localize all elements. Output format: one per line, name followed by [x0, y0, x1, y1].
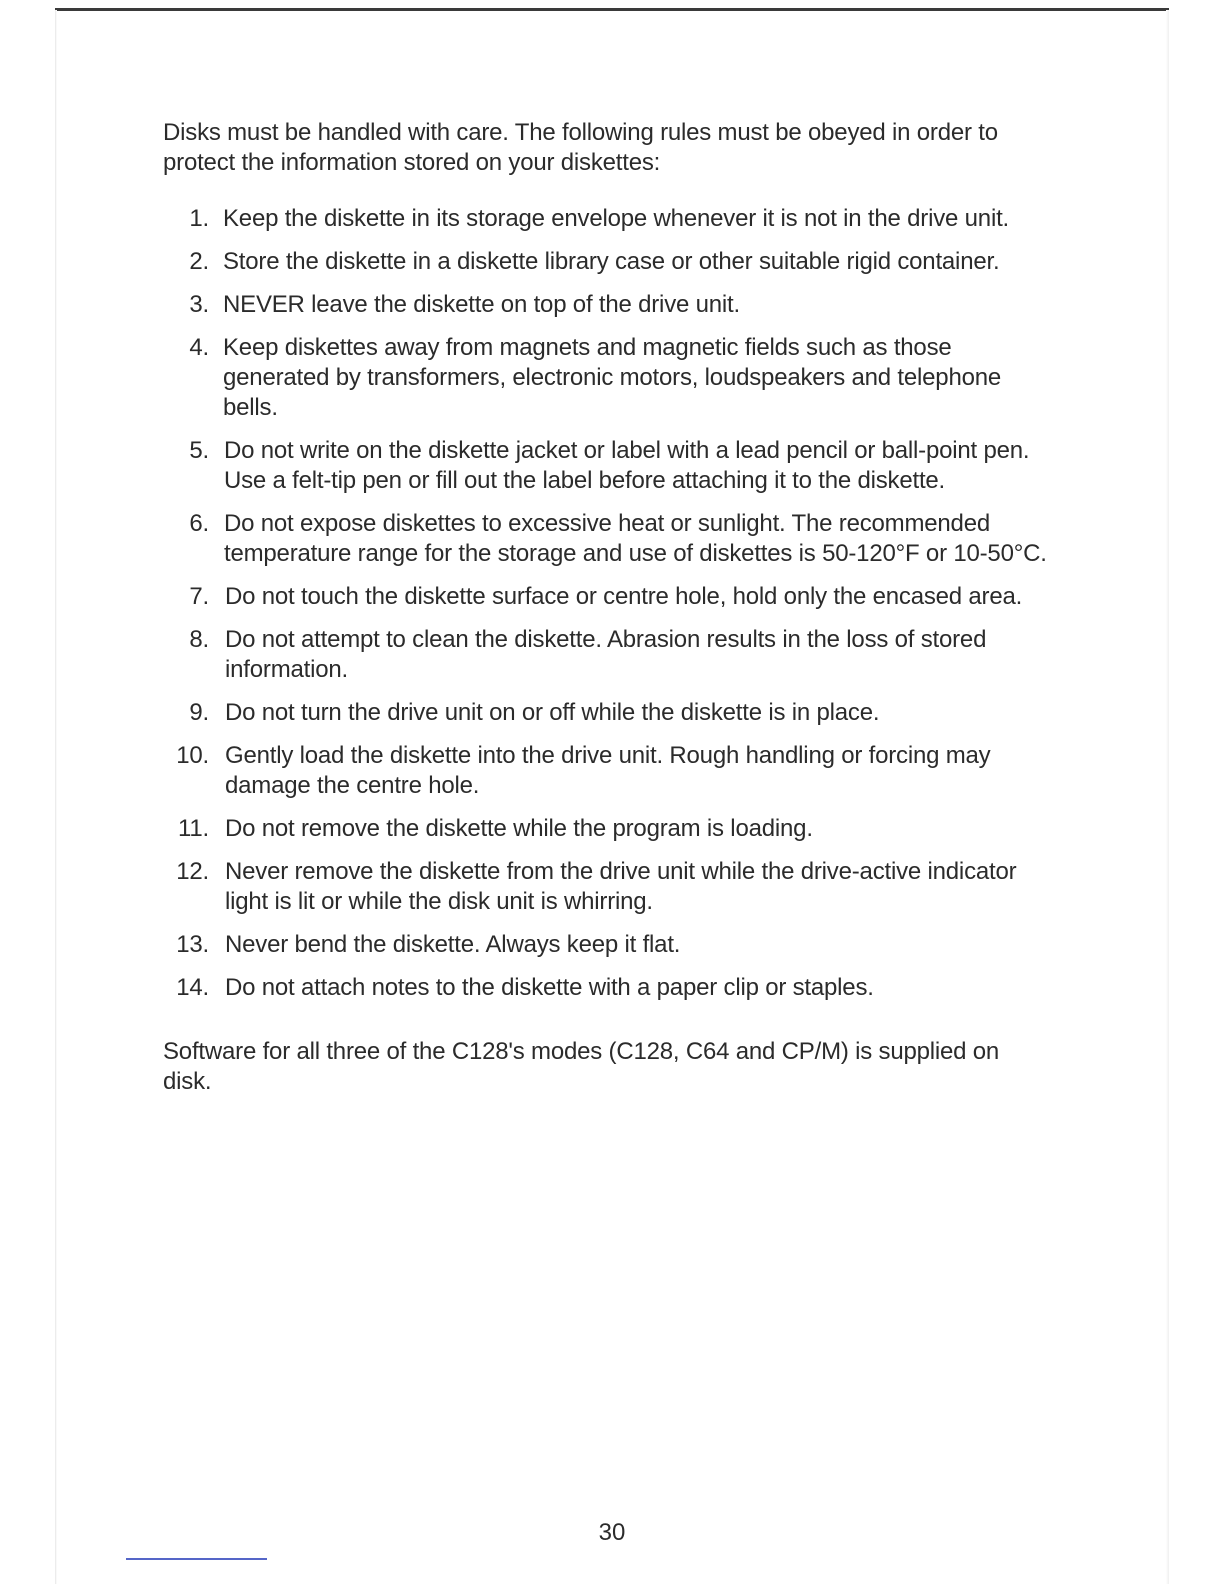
page-edge-right [1166, 10, 1169, 1584]
rule-number: 13. [176, 931, 209, 958]
rule-number: 3. [189, 291, 209, 318]
list-item [163, 857, 1053, 917]
rule-text: Keep the diskette in its storage envelope whenever it is not in the drive unit. [223, 205, 1010, 232]
top-rule [55, 8, 1169, 11]
list-item [163, 930, 1053, 960]
list-item [163, 436, 1053, 496]
bottom-underline-mark [126, 1558, 267, 1560]
rule-text: Do not turn the drive unit on or off while the diskette is in place. [225, 699, 880, 726]
rule-text: Do not attempt to clean the diskette. Abrasion results in the loss of stored information. [225, 626, 987, 683]
rule-number: 14. [176, 974, 209, 1001]
rule-number: 8. [189, 626, 209, 653]
list-item [163, 509, 1053, 569]
rule-number: 9. [189, 699, 209, 726]
list-item [163, 582, 1053, 612]
list-item [163, 625, 1053, 685]
page-edge-left [55, 10, 57, 1584]
list-item [163, 333, 1053, 423]
rule-text: Never bend the diskette. Always keep it flat. [225, 931, 681, 958]
rules-list [163, 204, 1053, 1003]
rule-number: 2. [189, 248, 209, 275]
rule-text: Do not write on the diskette jacket or label with a lead pencil or ball-point pen. Use a felt-tip pen or fill out the label before attaching it to the diskette. [224, 437, 1030, 494]
list-item [163, 741, 1053, 801]
rule-text: Do not remove the diskette while the program is loading. [225, 815, 813, 842]
list-item [163, 247, 1053, 277]
page-number: 30 [598, 1519, 626, 1546]
rule-text: Do not attach notes to the diskette with a paper clip or staples. [225, 974, 874, 1001]
intro-paragraph: Disks must be handled with care. The following rules must be obeyed in order to protect the information stored on your diskettes: [163, 119, 998, 176]
list-item [163, 290, 1053, 320]
rule-number: 11. [178, 815, 209, 842]
rule-text: NEVER leave the diskette on top of the drive unit. [223, 291, 740, 318]
rule-text: Never remove the diskette from the drive unit while the drive-active indicator light is lit or while the disk unit is whirring. [225, 858, 1017, 915]
page-content [163, 118, 1053, 1097]
rule-text: Gently load the diskette into the drive unit. Rough handling or forcing may damage the centre hole. [225, 742, 991, 799]
list-item [163, 698, 1053, 728]
rule-text: Keep diskettes away from magnets and magnetic fields such as those generated by transformers, electronic motors, loudspeakers and telephone bells. [223, 334, 1002, 421]
rule-text: Store the diskette in a diskette library case or other suitable rigid container. [223, 248, 1000, 275]
rule-number: 12. [176, 858, 209, 885]
closing-paragraph: Software for all three of the C128's modes (C128, C64 and CP/M) is supplied on disk. [163, 1038, 1000, 1095]
rule-number: 7. [189, 583, 209, 610]
rule-number: 4. [189, 334, 209, 361]
rule-text: Do not touch the diskette surface or centre hole, hold only the encased area. [225, 583, 1023, 610]
list-item [163, 814, 1053, 844]
rule-number: 1. [189, 205, 209, 232]
list-item [163, 204, 1053, 234]
list-item [163, 973, 1053, 1003]
rule-number: 5. [189, 437, 209, 464]
rule-text: Do not expose diskettes to excessive heat or sunlight. The recommended temperature range for the storage and use of diskettes is 50-120°F or 10-50°C. [224, 510, 1047, 567]
rule-number: 10. [176, 742, 209, 769]
rule-number: 6. [189, 510, 209, 537]
